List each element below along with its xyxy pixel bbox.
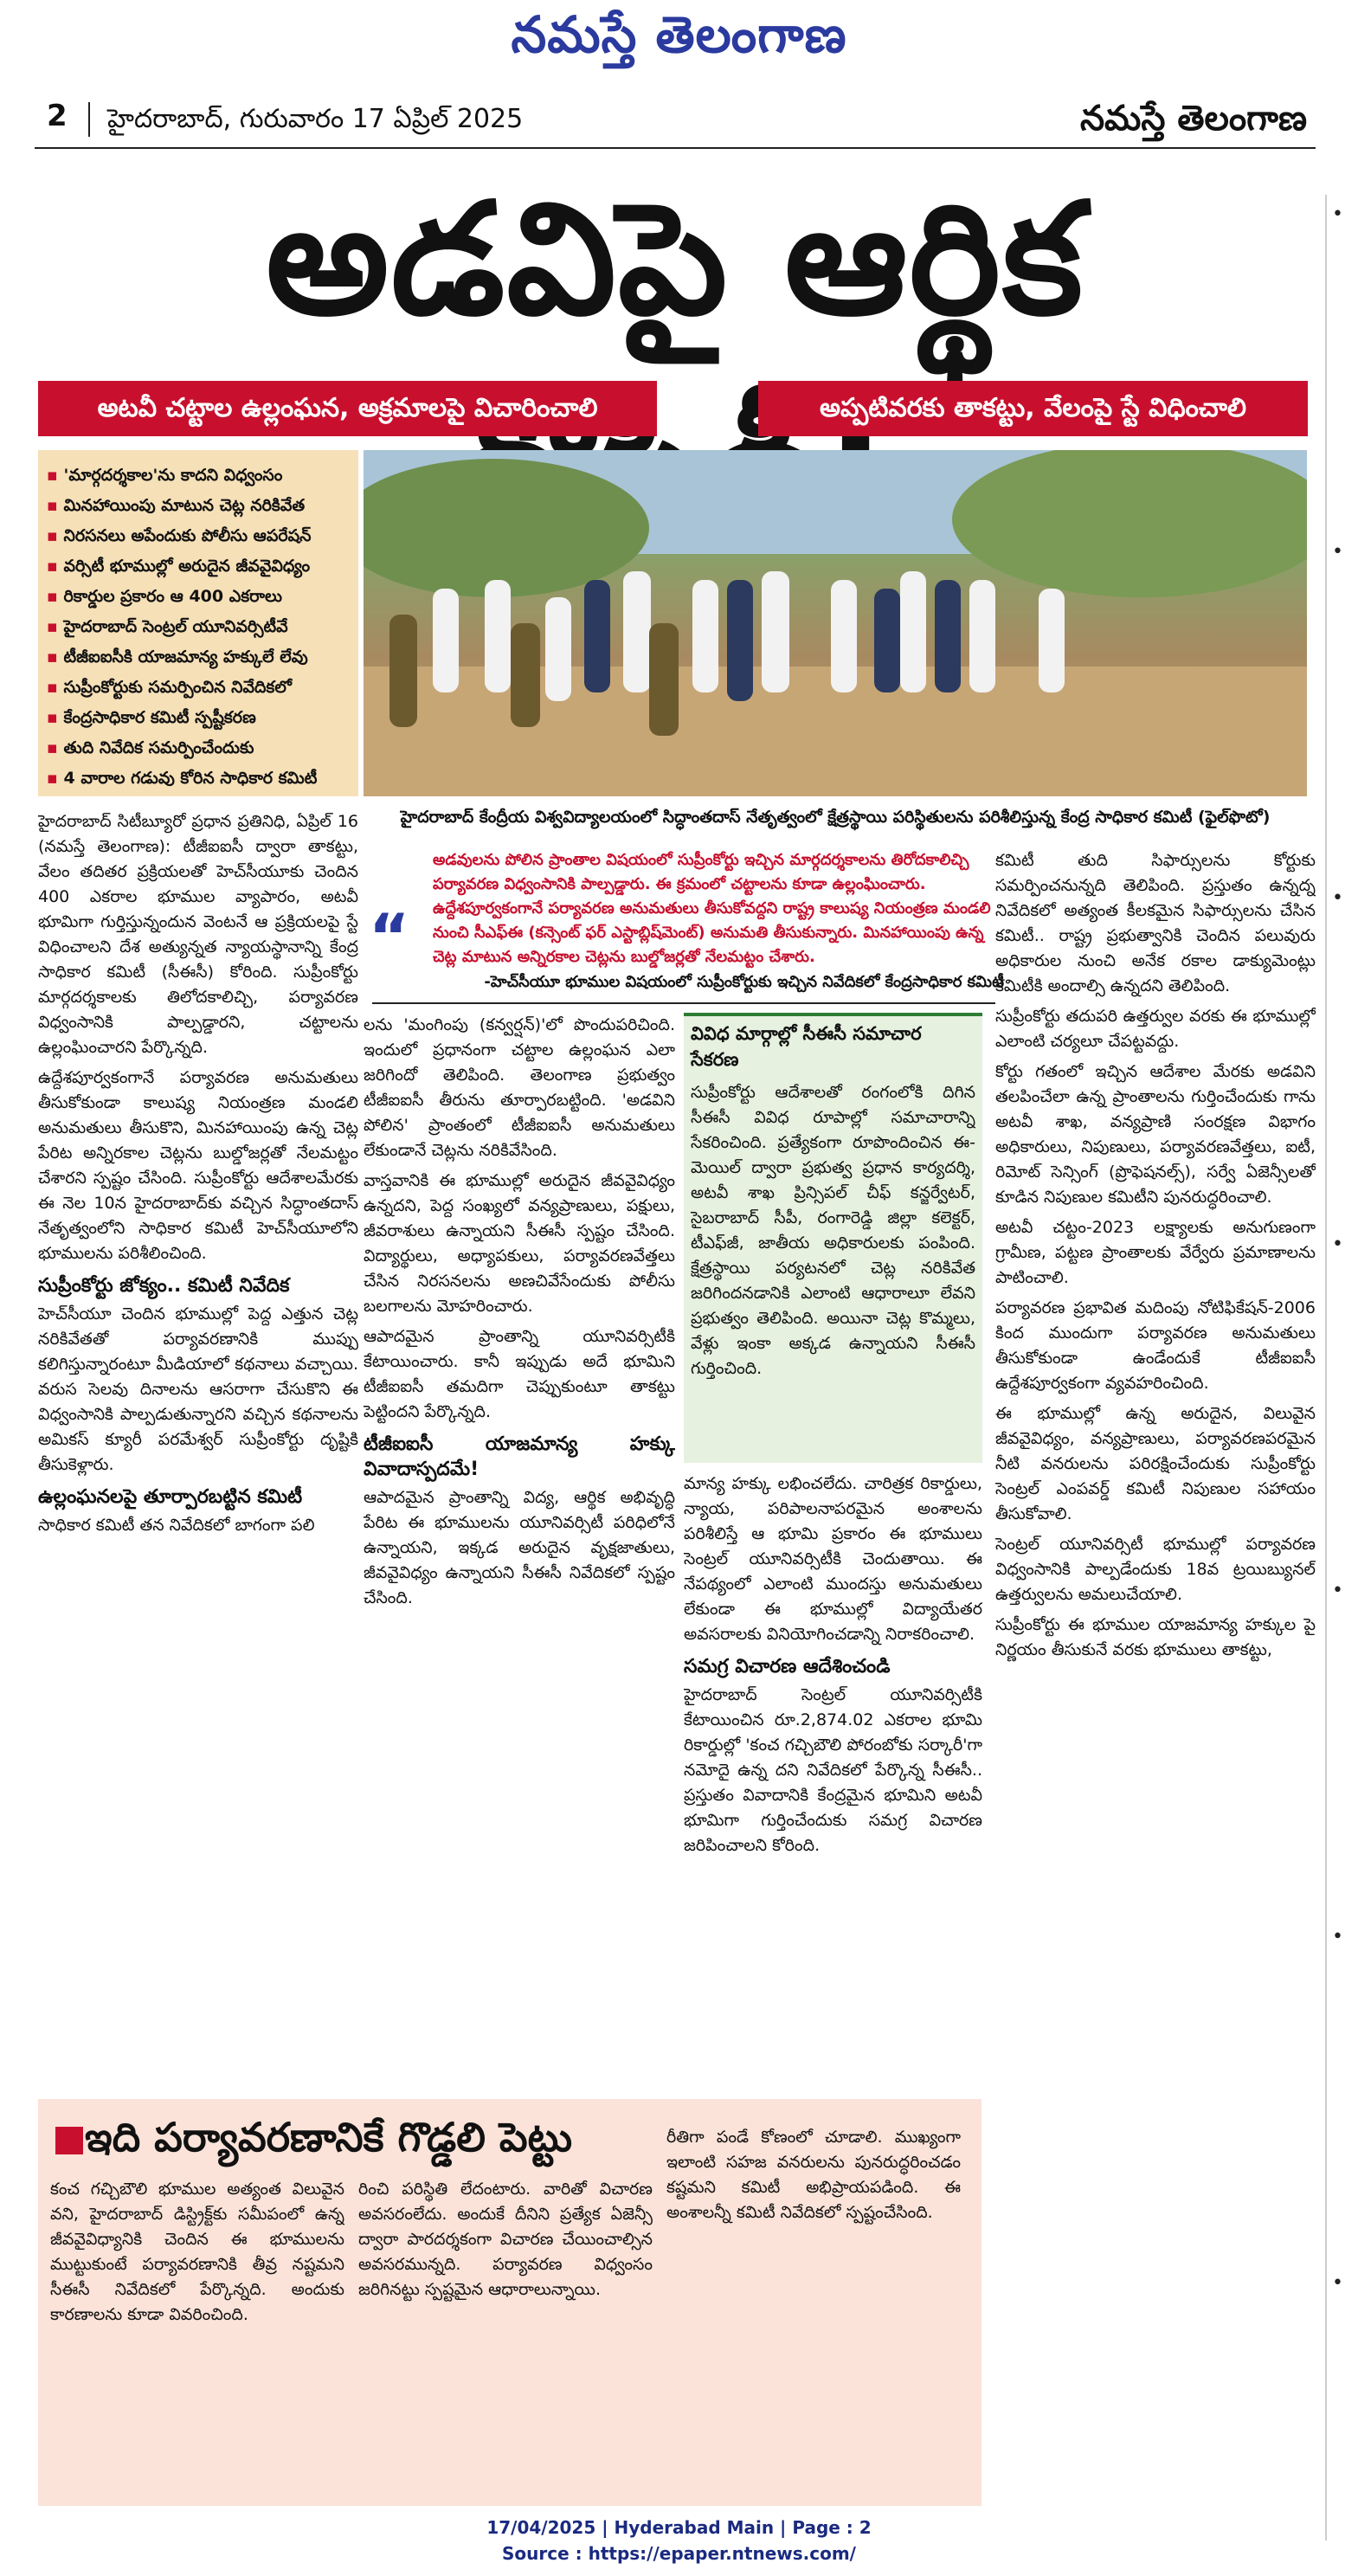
page-footer <box>0 2515 1358 2575</box>
page-header-bar <box>35 95 1316 149</box>
photo-illustration <box>364 450 1307 796</box>
paragraph: హైదరాబాద్ సెంట్రల్ యూనివర్సిటీకి కేటాయించిన రూ.2,874.02 ఎకరాల భూమి రికార్డుల్లో 'కంచ గచ్చిబౌలి పోరంబోకు సర్కారీ'గా నమోదై ఉన్న దని నివేదికలో పేర్కొన్న సీఈసీ.. ప్రస్తుతం వివాదానికి కేంద్రమైన భూమిని అటవీ భూమిగా గుర్తించేందుకు సమగ్ర విచారణ జరిపించాలని కోరింది. <box>684 1685 982 1855</box>
highlight-item: ▪ వర్సిటీ భూముల్లో అరుదైన జీవవైవిధ్యం <box>47 553 350 580</box>
sidebar-article <box>38 2099 981 2506</box>
paragraph: వాస్తవానికి ఈ భూముల్లో అరుదైన జీవవైవిధ్యం ఉన్నదని, పెద్ద సంఖ్యలో వన్యప్రాణులు, పక్షులు, జీవరాశులు ఉన్నాయని సీఈసీ స్పష్టం చేసింది. విద్యార్థులు, అధ్యాపకులు, పర్యావరణవేత్తలు చేసిన నిరసనలను అణచివేసేందుకు పోలీసు బలగాలను మోహరించారు. <box>364 1171 675 1316</box>
news-photo <box>364 450 1307 796</box>
highlight-item: ▪ మినహాయింపు మాటున చెట్ల నరికివేత <box>47 493 350 519</box>
article-column-1 <box>38 809 358 2090</box>
recommendation-item: ఈ భూముల్లో ఉన్న అరుదైన, విలువైన జీవవైవిధ్యం, వన్యప్రాణులు, పర్యావరణపరమైన నీటి వనరులను పరిరక్షించేందుకు సుప్రీంకోర్టు సెంట్రల్ ఎంపవర్డ్ కమిటీ నిపుణుల సహాయం తీసుకోవాలి. <box>995 1404 1316 1523</box>
highlight-item: ▪ తుది నివేదిక సమర్పించేందుకు <box>47 735 350 762</box>
sidebar-column: రీతిగా పండే కోణంలో చూడాలి. ముఖ్యంగా ఇలాంటి సహజ వనరులను పునరుద్ధరించడం కష్టమని కమిటీ అభిప్రాయపడింది. ఈ అంశాలన్నీ కమిటీ నివేదికలో స్పష్టంచేసింది. <box>666 2128 961 2222</box>
sidebar-column: కంచ గచ్చిబౌలి భూముల అత్యంత విలువైన వని, హైదరాబాద్ డిస్ట్రిక్ట్‌కు సమీపంలో ఉన్న జీవవైవిధ్యానికి చెందిన ఈ భూములను ముట్టుకుంటే పర్యావరణానికి తీవ్ర నష్టమని సీఈసీ నివేదికలో పేర్కొన్నది. అందుకు కారణాలను కూడా వివరించింది. <box>50 2180 344 2324</box>
header-divider <box>88 102 90 137</box>
footer-edition-line: 17/04/2025 | Hyderabad Main | Page : 2 <box>486 2517 872 2538</box>
article-column-2b <box>684 1472 982 2090</box>
pull-quote-source: -హెచ్‌సీయూ భూముల విషయంలో సుప్రీంకోర్టుకు ఇచ్చిన నివేదికలో కేంద్రసాధికార కమిటీ <box>484 973 1004 991</box>
info-box <box>684 1013 982 1463</box>
quote-mark-icon: “ <box>369 900 410 973</box>
bullet-icon: • <box>1332 1580 1343 1601</box>
bullet-icon: • <box>1332 541 1343 563</box>
bullet-icon: • <box>1332 1233 1343 1255</box>
recommendation-item: సుప్రీంకోర్టు తదుపరి ఉత్తర్వుల వరకు ఈ భూముల్లో ఎలాంటి చర్యలూ చేపట్టవద్దు. <box>995 1007 1316 1051</box>
paragraph: హైదరాబాద్ సిటీబ్యూరో ప్రధాన ప్రతినిధి, ఏప్రిల్ 16 (నమస్తే తెలంగాణ): టీజీఐఐసీ ద్వారా తాకట్టు, వేలం తదితర ప్రక్రియలతో హెచ్‌సీయూకు చెందిన 400 ఎకరాల భూముల వ్యాపారం, అటవీ భూమిగా గుర్తిస్తున్నందున వెంటనే ఆ ప్రక్రియలపై స్టే విధించాలని దేశ అత్యున్నత న్యాయస్థానాన్ని కేంద్ర సాధికార కమిటీ (సీఈసీ) కోరింది. సుప్రీంకోర్టు మార్గదర్శకాలకు తిలోదకాలిచ్చి, పర్యావరణ విధ్వంసానికి పాల్పడ్డారని, చట్టాలను ఉల్లంఘించారని పేర్కొన్నది. <box>38 812 358 1057</box>
highlight-item: ▪ కేంద్రసాధికార కమిటీ స్పష్టీకరణ <box>47 705 350 731</box>
header-logo: నమస్తే తెలంగాణ <box>1079 99 1307 138</box>
paragraph: లను 'మంగింపు (కన్వర్షన్)'లో పొందుపరిచింది. ఇందులో ప్రధానంగా చట్టాల ఉల్లంఘన ఎలా జరిగిందో తెలిపింది. తెలంగాణ ప్రభుత్వం టీజీఐఐసీ తీరును తూర్పారబట్టింది. 'అడవిని పోలిన' ప్రాంతంలో టీజీఐఐసీ అనుమతులు లేకుండానే చెట్లను నరికివేసింది. <box>364 1015 675 1160</box>
highlight-item: ▪ టీజీఐఐసీకి యాజమాన్య హక్కులే లేవు <box>47 644 350 671</box>
masthead <box>0 0 1358 87</box>
section-subhead: సుప్రీంకోర్టు జోక్యం.. కమిటీ నివేదిక <box>38 1275 290 1297</box>
sidebar-column: రించి పరిస్థితి లేదంటారు. వారితో విచారణ అవసరంలేదు. అందుకే దీనిని ప్రత్యేక ఏజెన్సీ ద్వారా పారదర్శకంగా విచారణ చేయించాల్సిన అవసరమున్నది. పర్యావరణ విధ్వంసం జరిగినట్టు స్పష్టమైన ఆధారాలున్నాయి. <box>358 2180 653 2299</box>
section-subhead: టీజీఐఐసీ యాజమాన్య హక్కు వివాదాస్పదమే! <box>364 1433 675 1480</box>
recommendation-item: సెంట్రల్ యూనివర్సిటీ భూముల్లో పర్యావరణ విధ్వంసానికి పాల్పడేందుకు 18వ ట్రయిబ్యునల్ ఉత్తర్వులను అమలుచేయాలి. <box>995 1535 1316 1604</box>
recommendation-item: కోర్టు గతంలో ఇచ్చిన ఆదేశాల మేరకు అడవిని తలపించేలా ఉన్న ప్రాంతాలను గుర్తించేందుకు గాను అటవీ శాఖ, వన్యప్రాణి సంరక్షణ విభాగం అధికారులు, నిపుణులు, పర్యావరణవేత్తలు, ఐటీ, రిమోట్ సెన్సింగ్ (ప్రొఫెషనల్స్), సర్వే ఏజెన్సీలతో కూడిన నిపుణుల కమిటీని పునరుద్ధరించాలి. <box>995 1062 1316 1207</box>
bullet-icon: • <box>1332 2272 1343 2294</box>
paragraph: ఆపాదమైన ప్రాంతాన్ని విద్య, ఆర్థిక అభివృద్ధి పేరిట ఈ భూములను యూనివర్సిటీ పరిధిలోనే ఉన్నాయని, ఇక్కడ అరుదైన వృక్షజాతులు, జీవవైవిధ్యం ఉన్నాయని సీఈసీ నివేదికలో స్పష్టం చేసింది. <box>364 1488 675 1607</box>
paragraph: హెచ్‌సీయూ చెందిన భూముల్లో పెద్ద ఎత్తున చెట్ల నరికివేతతో పర్యావరణానికి ముప్పు కలిగిస్తున్నారంటూ మీడియాలో కథనాలు వచ్చాయి. వరుస సెలవు దినాలను ఆసరాగా చేసుకొని ఈ విధ్వంసానికి పాల్పడుతున్నారని వచ్చిన కథనాలను అమికస్ క్యూరీ పరమేశ్వర్ సుప్రీంకోర్టు దృష్టికి తీసుకెళ్లారు. <box>38 1304 358 1474</box>
section-subhead: సమగ్ర విచారణ ఆదేశించండి <box>684 1656 891 1678</box>
highlights-box <box>38 450 358 796</box>
article-column-3 <box>995 848 1316 2502</box>
paragraph: ఉద్దేశపూర్వకంగానే పర్యావరణ అనుమతులు తీసుకోకుండా కాలుష్య నియంత్రణ మండలి అనుమతులు తీసుకొని, మినహాయింపు ఉన్న చెట్ల పేరిట అన్నిరకాల చెట్లను బుల్డోజర్లతో నేలమట్టం చేశారని స్పష్టం చేసింది. సుప్రీంకోర్టు ఆదేశాలమేరకు ఈ నెల 10న హైదరాబాద్‌కు వచ్చిన సిద్ధాంతదాస్ నేతృత్వంలోని సాధికార కమిటీ హెచ్‌సీయూలోని భూములను పరిశీలించింది. <box>38 1068 358 1263</box>
highlight-item: ▪ 'మార్గదర్శకాల'ను కాదని విధ్వంసం <box>47 462 350 489</box>
article-column-2 <box>364 1013 675 2090</box>
adjacent-page-strip <box>1325 195 1358 2541</box>
info-box-heading: వివిధ మార్గాల్లో సీఈసీ సమాచార సేకరణ <box>691 1023 922 1070</box>
edition-date: హైదరాబాద్, గురువారం 17 ఏప్రిల్ 2025 <box>107 104 524 134</box>
highlight-item: ▪ 4 వారాల గడువు కోరిన సాధికార కమిటీ <box>47 765 350 792</box>
paragraph: సాధికార కమిటీ తన నివేదికలో బాగంగా పలి <box>38 1516 315 1535</box>
section-subhead: ఉల్లంఘనలపై తూర్పారబట్టిన కమిటీ <box>38 1486 303 1508</box>
paragraph: మాన్య హక్కు లభించలేదు. చారిత్రక రికార్డులు, న్యాయ, పరిపాలనాపరమైన అంశాలను పరిశీలిస్తే ఆ భూమి ప్రకారం ఈ భూములు సెంట్రల్ యూనివర్సిటీకి చెందుతాయి. ఈ నేపథ్యంలో ఎలాంటి ముందస్తు అనుమతులు లేకుండా ఈ భూముల్లో విద్యాయేతర అవసరాలకు వినియోగించడాన్ని నిరాకరించాలి. <box>684 1474 982 1644</box>
subheadline-right: అప్పటివరకు తాకట్టు, వేలంపై స్టే విధించాలి <box>758 381 1308 436</box>
paragraph: ఆపాదమైన ప్రాంతాన్ని యూనివర్సిటీకి కేటాయించారు. కానీ ఇప్పుడు అదే భూమిని టీజీఐఐసీ తమదిగా చెప్పుకుంటూ తాకట్టు పెట్టిందని పేర్కొన్నది. <box>364 1327 675 1421</box>
main-headline: అడవిపై ఆర్థిక <box>266 170 1084 349</box>
red-square-icon <box>55 2127 83 2154</box>
info-box-text: సుప్రీంకోర్టు ఆదేశాలతో రంగంలోకి దిగిన సీఈసీ వివిధ రూపాల్లో సమాచారాన్ని సేకరించింది. ప్రత్యేకంగా రూపొందించిన ఈ-మెయిల్ ద్వారా ప్రభుత్వ ప్రధాన కార్యదర్శి, అటవీ శాఖ ప్రిన్సిపల్ చీఫ్ కన్జర్వేటర్, సైబరాబాద్ సీపీ, రంగారెడ్డి జిల్లా కలెక్టర్, టీఎఫ్‌జీ, జాతీయ అధికారులకు పంపింది. క్షేత్రస్థాయి పర్యటనలో చెట్ల నరికివేత జరిగిందనడానికి ఎలాంటి ఆధారాలూ లేవని ప్రభుత్వం తెలిపింది. అయినా చెట్ల కొమ్మలు, వేళ్లు ఇంకా అక్కడ ఉన్నాయని సీఈసీ గుర్తించింది. <box>691 1083 975 1378</box>
recommendation-item: అటవీ చట్టం-2023 లక్ష్యాలకు అనుగుణంగా గ్రామీణ, పట్టణ ప్రాంతాలకు వేర్వేరు ప్రమాణాలను పాటించాలి. <box>995 1218 1316 1287</box>
highlight-item: ▪ సుప్రీంకోర్టుకు సమర్పించిన నివేదికలో <box>47 674 350 701</box>
photo-caption: హైదరాబాద్ కేంద్రీయ విశ్వవిద్యాలయంలో సిద్ధాంతదాస్ నేతృత్వంలో క్షేత్రస్థాయి పరిస్థితులను పరిశీలిస్తున్న కేంద్ర సాధికార కమిటీ (ఫైల్‌ఫొటో) <box>400 808 1271 827</box>
page-number: 2 <box>47 99 68 133</box>
subheadline-left: అటవీ చట్టాల ఉల్లంఘన, అక్రమాలపై విచారించాలి <box>38 381 657 436</box>
paragraph: కమిటీ తుది సిఫార్సులను కోర్టుకు సమర్పించనున్నది తెలిపింది. ప్రస్తుతం ఉన్నద్న నివేదికలో అత్యంత కీలకమైన సిఫార్సులను చేసిన కమిటీ.. రాష్ట్ర ప్రభుత్వానికి చెందిన పలువురు అధికారుల నుంచి అనేక రకాల డాక్యుమెంట్లు కమిటీకి అందాల్సి ఉన్నదని తెలిపింది. <box>995 851 1316 995</box>
bullet-icon: • <box>1332 887 1343 909</box>
bullet-icon: • <box>1332 203 1343 225</box>
footer-source-link[interactable]: Source : https://epaper.ntnews.com/ <box>502 2543 856 2564</box>
recommendation-item: సుప్రీంకోర్టు ఈ భూముల యాజమాన్య హక్కుల పై నిర్ణయం తీసుకునే వరకు భూములు తాకట్టు, <box>995 1615 1316 1659</box>
bullet-icon: • <box>1332 1926 1343 1948</box>
quote-divider <box>372 1002 995 1004</box>
highlight-item: ▪ రికార్డుల ప్రకారం ఆ 400 ఎకరాలు <box>47 583 350 610</box>
pull-quote: అడవులను పోలిన ప్రాంతాల విషయంలో సుప్రీంకోర్టు ఇచ్చిన మార్గదర్శకాలను తిరోదకాలిచ్చి పర్యావరణ విధ్వంసానికి పాల్పడ్డారు. ఈ క్రమంలో చట్టాలను కూడా ఉల్లంఘించారు. ఉద్దేశపూర్వకంగానే పర్యావరణ అనుమతులు తీసుకోవద్దని రాష్ట్ర కాలుష్య నియంత్రణ మండలి నుంచి సీఎఫ్‌ఈ (కన్సెంట్ ఫర్ ఎస్టాబ్లిష్‌మెంట్) అనుమతి తీసుకున్నారు. మినహాయింపు ఉన్న చెట్ల మాటున అన్నిరకాల చెట్లను బుల్డోజర్లతో నేలమట్టం చేశారు. <box>433 851 991 966</box>
recommendation-item: పర్యావరణ ప్రభావిత మదింపు నోటిఫికేషన్-2006 కింద ముందుగా పర్యావరణ అనుమతులు తీసుకోకుండా ఉండేందుకే టీజీఐఐసీ ఉద్దేశపూర్వకంగా వ్యవహరించింది. <box>995 1298 1316 1393</box>
highlight-item: ▪ నిరసనలు అపేందుకు పోలీసు ఆపరేషన్ <box>47 523 350 550</box>
newspaper-logo: నమస్తే తెలంగాణ <box>511 5 847 64</box>
highlight-item: ▪ హైదరాబాద్ సెంట్రల్ యూనివర్సిటీవే <box>47 614 350 641</box>
sidebar-article-heading: ఇది పర్యావరణానికే గొడ్డలి పెట్టు <box>85 2114 573 2161</box>
